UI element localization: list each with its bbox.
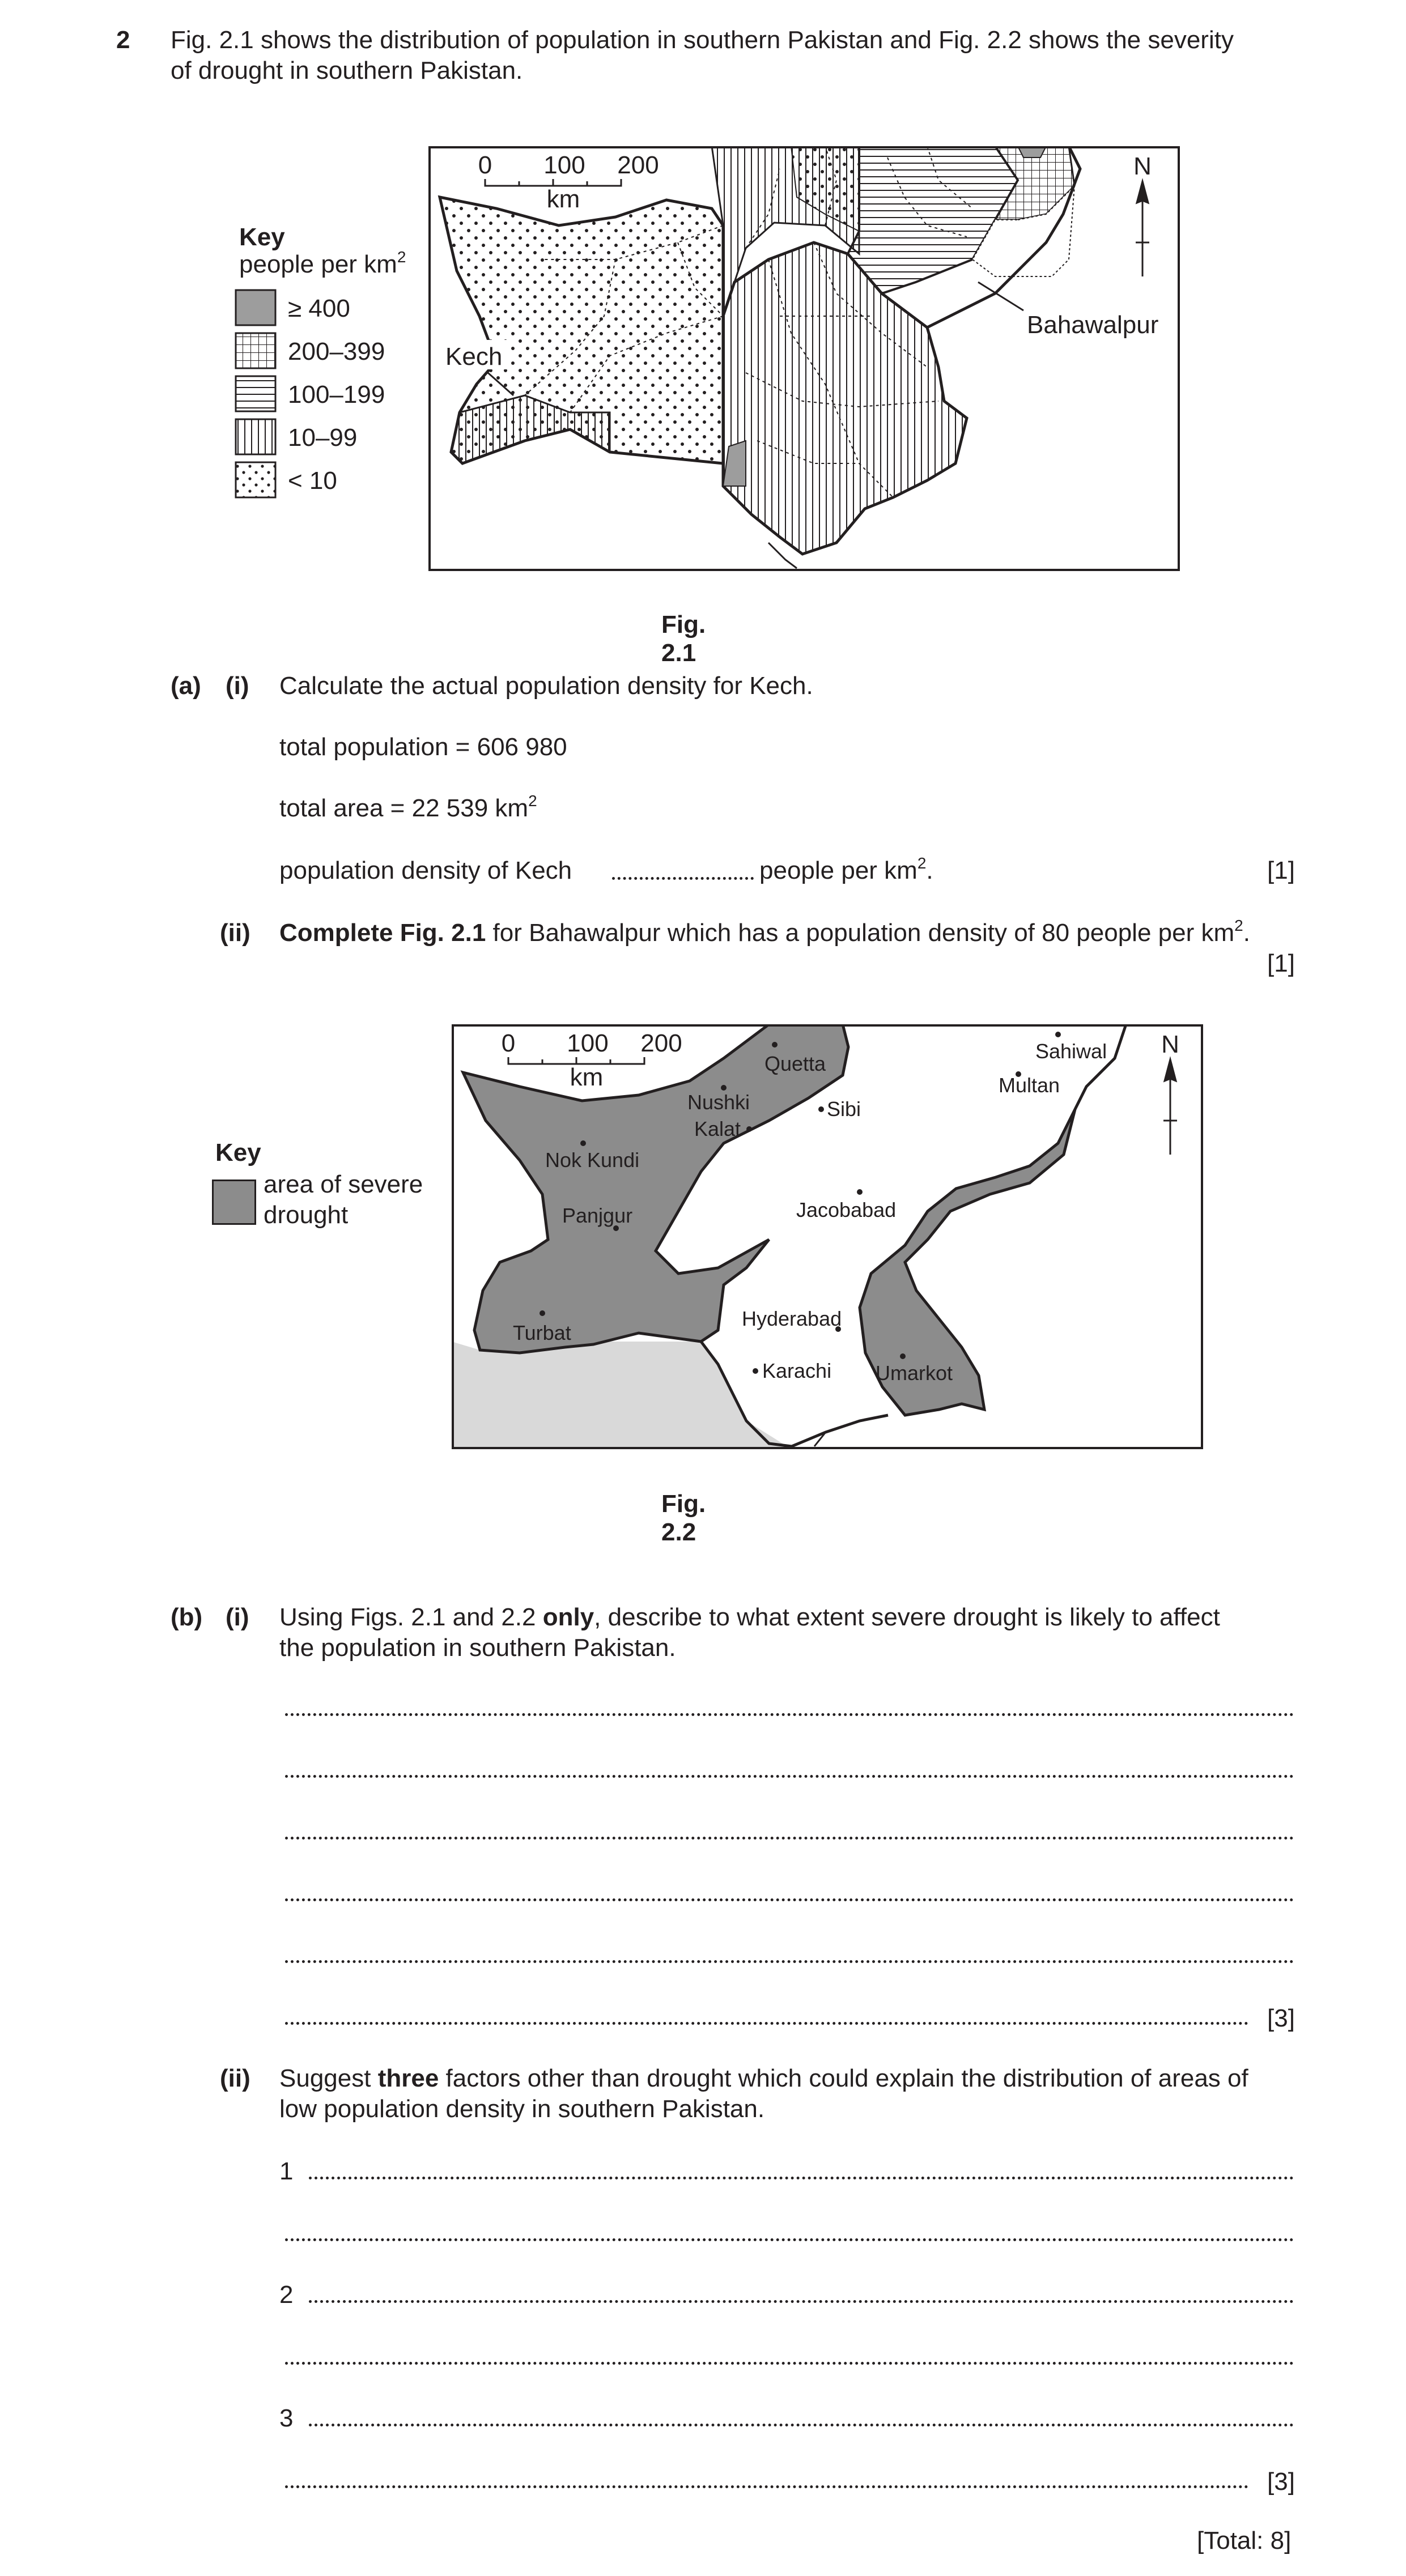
fig2-scale-0: 0	[501, 1029, 516, 1057]
place-kalat: Kalat	[694, 1117, 741, 1140]
answer-line-factor-2a[interactable]	[309, 2300, 1294, 2303]
fig2-map	[452, 1024, 1205, 1455]
answer-line-factor-1a[interactable]	[309, 2177, 1294, 2179]
part-b-ii-text-line-2: low population density in southern Pakistan.	[279, 2095, 765, 2123]
answer-line-factor-3a[interactable]	[309, 2424, 1294, 2426]
answer-line-b-i-4[interactable]	[285, 1898, 1294, 1901]
fig1-north-label: N	[1133, 152, 1152, 180]
place-nushki: Nushki	[687, 1091, 750, 1114]
swatch-400	[236, 290, 275, 325]
answer-line-factor-1b[interactable]	[285, 2238, 1294, 2241]
place-umarkot: Umarkot	[876, 1361, 953, 1385]
fig2-scale-unit: km	[570, 1063, 604, 1091]
part-a-label: (a)	[171, 672, 201, 700]
density-answer-prefix: population density of Kech	[279, 857, 572, 884]
region-sindh	[723, 242, 967, 554]
place-panjgur: Panjgur	[562, 1204, 633, 1227]
part-b-i-label: (i)	[226, 1603, 249, 1631]
part-a-ii-text: Complete Fig. 2.1 for Bahawalpur which has a population density of 80 people per $km^2$.	[279, 917, 1250, 947]
part-a-ii-marks: [1]	[1267, 949, 1295, 977]
fig1-scale-100: 100	[543, 151, 585, 179]
part-a-i-marks: [1]	[1267, 857, 1295, 884]
part-a-i-label: (i)	[226, 672, 249, 700]
answer-line-b-i-1[interactable]	[285, 1713, 1294, 1716]
key-item-1: ≥ 400	[288, 295, 350, 322]
fig2-key-line-1: area of severe	[264, 1170, 423, 1198]
answer-line-b-i-2[interactable]	[285, 1775, 1294, 1778]
answer-line-factor-2b[interactable]	[285, 2362, 1294, 2365]
part-a-ii-label: (ii)	[220, 919, 250, 947]
fig1-north-arrow-icon	[1136, 181, 1149, 276]
part-b-ii-label: (ii)	[220, 2064, 250, 2092]
part-b-ii-marks: [3]	[1267, 2468, 1295, 2496]
total-marks: [Total: 8]	[1197, 2527, 1292, 2554]
swatch-lt10	[236, 462, 275, 497]
part-b-label: (b)	[171, 1603, 203, 1631]
intro-line-2: of drought in southern Pakistan.	[171, 57, 523, 84]
fig1-scale-200: 200	[617, 151, 659, 179]
density-answer-line[interactable]	[612, 877, 754, 880]
fig1-scale-unit: km	[546, 185, 580, 213]
fig2-caption: Fig. 2.2	[661, 1490, 706, 1546]
fig1-key-title: Key	[239, 223, 285, 251]
fig2-key-line-2: drought	[264, 1201, 349, 1229]
answer-line-b-i-6[interactable]	[285, 2022, 1248, 2025]
fig2-key-swatch	[212, 1180, 256, 1225]
part-b-i-text-line-2: the population in southern Pakistan.	[279, 1634, 676, 1662]
swatch-200-399	[236, 333, 275, 368]
factor-number-3: 3	[279, 2404, 294, 2432]
place-sahiwal: Sahiwal	[1035, 1040, 1107, 1063]
key-item-5: < 10	[288, 467, 337, 495]
question-number: 2	[116, 26, 130, 54]
part-b-i-text-line-1: Using Figs. 2.1 and 2.2 only, describe to what extent severe drought is likely to affect	[279, 1603, 1220, 1631]
fig1-map	[428, 146, 1180, 577]
swatch-100-199	[236, 376, 275, 411]
swatch-10-99	[236, 419, 275, 454]
density-answer-suffix: people per $km^2$.	[759, 854, 933, 884]
part-a-i-text: Calculate the actual population density for Kech.	[279, 672, 813, 700]
fig2-sea	[452, 1342, 792, 1449]
fig1-caption: Fig. 2.1	[661, 611, 706, 667]
part-b-ii-text-line-1: Suggest three factors other than drought which could explain the distribution of areas of	[279, 2064, 1248, 2092]
key-item-2: 200–399	[288, 338, 385, 365]
place-turbat: Turbat	[513, 1321, 571, 1344]
answer-line-factor-3b[interactable]	[285, 2485, 1248, 2488]
place-karachi: Karachi	[762, 1359, 832, 1382]
place-quetta: Quetta	[764, 1052, 826, 1075]
fig2-border-ne	[1075, 1024, 1126, 1109]
factor-number-1: 1	[279, 2157, 294, 2185]
total-area: total area = 22 539 $km^2$	[279, 792, 537, 822]
fig2-north-label: N	[1161, 1031, 1179, 1058]
label-kech: Kech	[445, 343, 503, 371]
fig2-scale-200: 200	[640, 1029, 682, 1057]
fig1-key-subtitle: people per $km^2$	[239, 248, 406, 278]
label-bahawalpur: Bahawalpur	[1027, 311, 1159, 339]
fig1-key-swatches	[235, 289, 283, 504]
place-hyderabad: Hyderabad	[742, 1307, 842, 1330]
intro-line-1: Fig. 2.1 shows the distribution of population in southern Pakistan and Fig. 2.2 shows the severity	[171, 26, 1234, 54]
place-nok-kundi: Nok Kundi	[545, 1148, 640, 1172]
place-multan: Multan	[999, 1074, 1060, 1097]
fig1-scale-0: 0	[478, 151, 492, 179]
total-population: total population = 606 980	[279, 733, 567, 761]
key-item-3: 100–199	[288, 381, 385, 408]
answer-line-b-i-3[interactable]	[285, 1837, 1294, 1840]
part-b-i-marks: [3]	[1267, 2004, 1295, 2032]
fig2-scale-100: 100	[567, 1029, 609, 1057]
fig2-north-arrow-icon	[1163, 1059, 1177, 1155]
place-sibi: Sibi	[827, 1097, 861, 1121]
place-jacobabad: Jacobabad	[796, 1198, 897, 1221]
key-item-4: 10–99	[288, 424, 358, 452]
factor-number-2: 2	[279, 2281, 294, 2309]
fig2-key-title: Key	[215, 1139, 261, 1166]
answer-line-b-i-5[interactable]	[285, 1960, 1294, 1963]
